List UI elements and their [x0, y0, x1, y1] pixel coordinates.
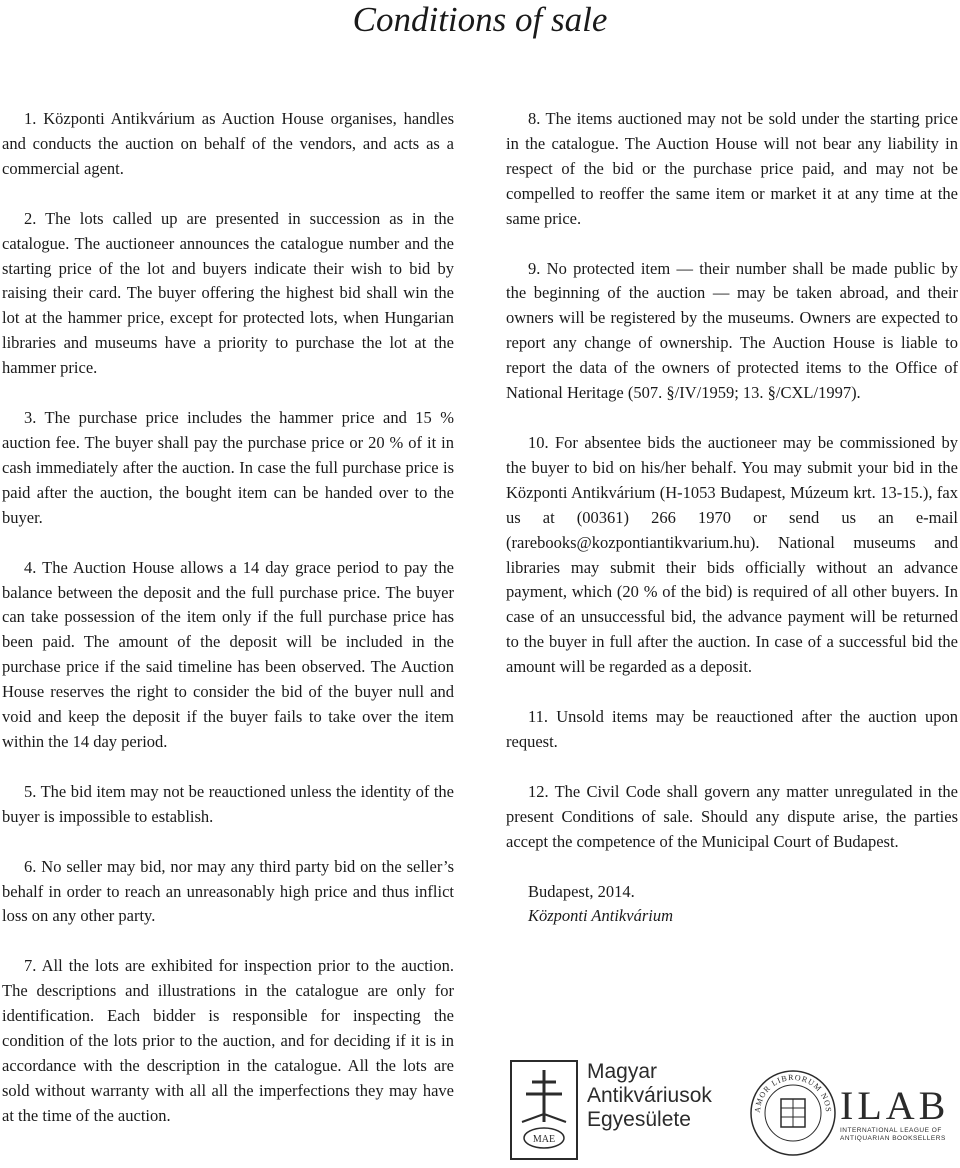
logos-footer [510, 1055, 960, 1167]
condition-2: 2. The lots called up are presented in succession as in the catalogue. The auctioneer announces the catalogue number and the starting price of the lot and buyers indicate their wish to bid by raising their card. The buyer offering the highest bid shall win the lot at the hammer price, except for protected lots, when Hungarian libraries and museums have a priority to purchase the lot at the hammer price. [2, 208, 454, 378]
condition-9: 9. No protected item — their number shall be made public by the beginning of the auction — may be taken abroad, and their owners will be registered by the museums. Owners are expected to report any change of ownership. The Auction House is liable to report the data of the owners of protected items to the Office of National Heritage (507. §/IV/1959; 13. §/CXL/1997). [506, 258, 958, 403]
mae-name-line-3: Egyesülete [587, 1108, 691, 1131]
ilab-subtitle-line-1: INTERNATIONAL LEAGUE OF [840, 1127, 942, 1134]
signature-block [506, 880, 958, 930]
condition-3: 3. The purchase price includes the hammer price and 15 % auction fee. The buyer shall pay the purchase price or 20 % of it in cash immediately after the auction. In case the full purchase price is paid after the auction, the bought item can be handed over to the buyer. [2, 408, 454, 527]
condition-11: 11. Unsold items may be reauctioned after the auction upon request. [506, 707, 958, 751]
mae-name-line-1: Magyar [587, 1060, 658, 1083]
ilab-logo [840, 1085, 958, 1143]
page-title: Conditions of sale [352, 0, 608, 39]
condition-12: 12. The Civil Code shall govern any matter unregulated in the present Conditions of sale. Should any dispute arise, the parties accept the competence of the Municipal Court of Budapest. [506, 781, 958, 851]
condition-6: 6. No seller may bid, nor may any third party bid on the seller’s behalf in order to reach an unreasonably high price and thus inflict loss on any other party. [2, 856, 454, 926]
signature-place-date: Budapest, 2014. [528, 881, 635, 901]
condition-1: 1. Központi Antikvárium as Auction House organises, handles and conducts the auction on behalf of the vendors, and acts as a commercial agent. [2, 109, 454, 178]
ilab-subtitle-line-2: ANTIQUARIAN BOOKSELLERS [840, 1135, 946, 1142]
condition-10: 10. For absentee bids the auctioneer may be commissioned by the buyer to bid on his/her behalf. You may submit your bid in the Központi Antikvárium (H-1053 Budapest, Múzeum krt. 13-15.), fax us at (00361) 266 1970 or send us an e-mail (rarebooks@kozpontiantikvarium.hu). National museums and libraries may submit their bids officially without an advance payment, which (20 % of the bid) is required of all other buyers. In case of an unsuccessful bid, the advance payment will be returned to the buyer in full after the auction. In case of a successful bid the amount will be regarded as a deposit. [506, 432, 958, 677]
mae-emblem-icon [510, 1060, 578, 1160]
svg-text:AMOR LIBRORUM NOS UNIT [748, 1055, 833, 1113]
mae-name [587, 1060, 712, 1132]
condition-8: 8. The items auctioned may not be sold under the starting price in the catalogue. The Auction House will not bear any liability in respect of the bid or the purchase price paid, and may not be compelled to reoffer the same item or market it at any time at the same price. [506, 109, 958, 228]
left-column [2, 107, 454, 1154]
ilab-seal-icon [748, 1055, 838, 1163]
mae-name-line-2: Antikváriusok [587, 1084, 712, 1107]
ilab-word: ILAB [840, 1083, 950, 1128]
seal-text: AMOR LIBRORUM NOS [752, 1072, 834, 1114]
right-column [506, 107, 958, 929]
signature-name: Központi Antikvárium [528, 906, 673, 926]
condition-7: 7. All the lots are exhibited for inspection prior to the auction. The descriptions and illustrations in the catalogue are only for identification. Each bidder is responsible for inspecting the condition of the lots prior to the auction, and for deciding if it is in accordance with the description in the catalogue. All the lots are sold without warranty with all all the imperfections they may have at the time of the auction. [2, 956, 454, 1125]
mae-emblem-letters: MAE [532, 1134, 556, 1145]
condition-5: 5. The bid item may not be reauctioned unless the identity of the buyer is impossible to establish. [2, 781, 454, 826]
condition-4: 4. The Auction House allows a 14 day grace period to pay the balance between the deposit and the full purchase price. The buyer can take possession of the item only if the full purchase price has been paid. The amount of the deposit will be included in the purchase price if the said timeline has been observed. The Auction House reserves the right to consider the bid of the buyer null and void and keep the deposit if the buyer fails to take over the item within the 14 day period. [2, 557, 454, 751]
